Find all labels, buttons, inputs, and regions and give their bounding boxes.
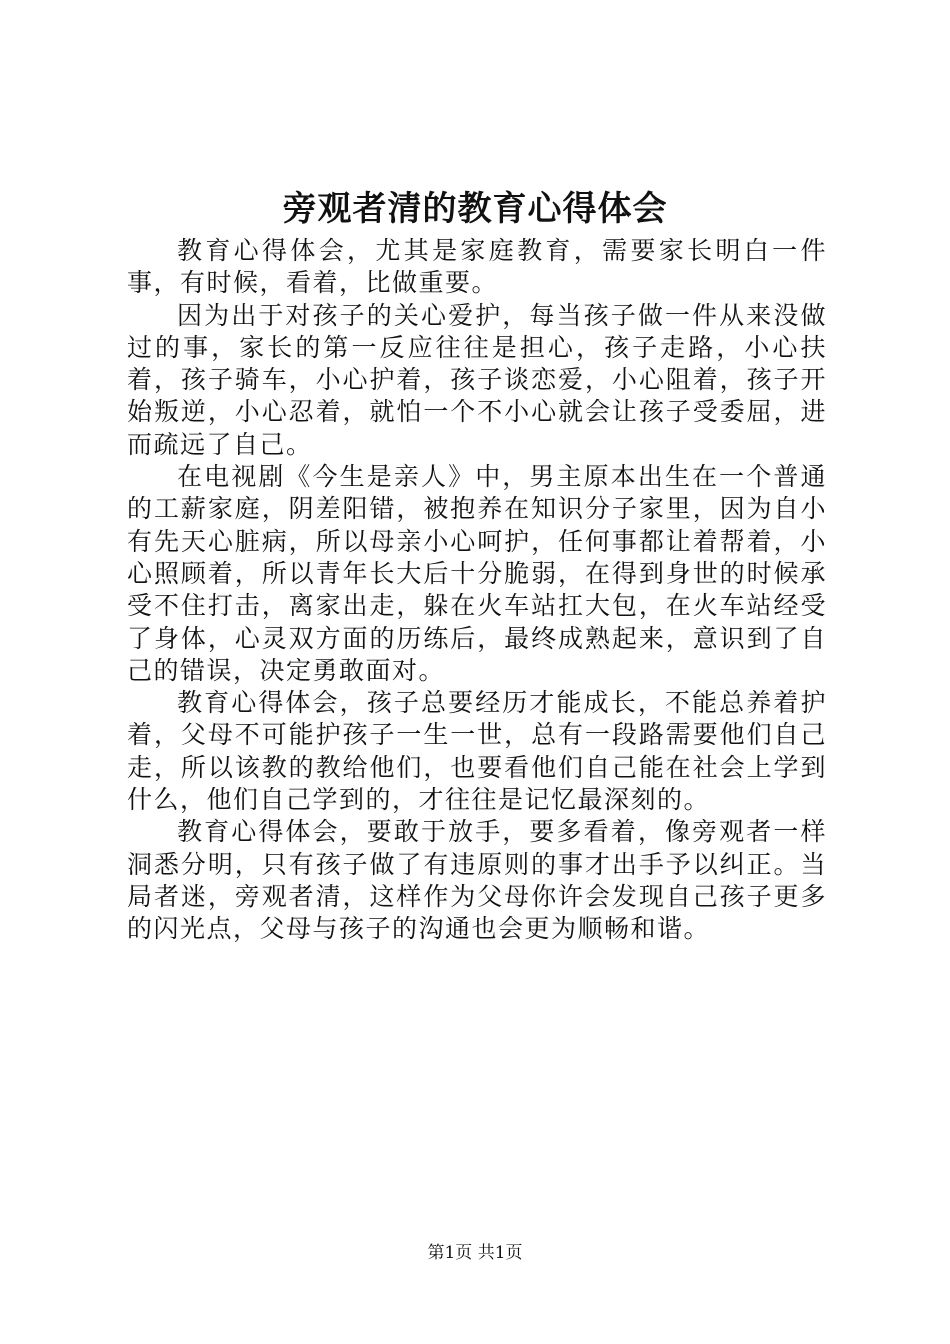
- page-footer: 第1页 共1页: [427, 1243, 523, 1263]
- paragraph-5: 教育心得体会，要敢于放手，要多看着，像旁观者一样洞悉分明，只有孩子做了有违原则的事才出手予以纠正。当局者迷，旁观者清，这样作为父母你许会发现自己孩子更多的闪光点，父母与孩子的沟通也会更为顺畅和谐。: [127, 817, 827, 944]
- paragraph-4: 教育心得体会，孩子总要经历才能成长，不能总养着护着，父母不可能护孩子一生一世，总有一段路需要他们自己走，所以该教的教给他们，也要看他们自己能在社会上学到什么，他们自己学到的，才往往是记忆最深刻的。: [127, 688, 827, 815]
- paragraph-1: 教育心得体会，尤其是家庭教育，需要家长明白一件事，有时候，看着，比做重要。: [127, 236, 827, 298]
- paragraph-2: 因为出于对孩子的关心爱护，每当孩子做一件从来没做过的事，家长的第一反应往往是担心，孩子走路，小心扶着，孩子骑车，小心护着，孩子谈恋爱，小心阻着，孩子开始叛逆，小心忍着，就怕一个不小心就会让孩子受委屈，进而疏远了自己。: [127, 300, 827, 459]
- document-title: 旁观者清的教育心得体会: [282, 189, 668, 229]
- paragraph-3: 在电视剧《今生是亲人》中，男主原本出生在一个普通的工薪家庭，阴差阳错，被抱养在知识分子家里，因为自小有先天心脏病，所以母亲小心呵护，任何事都让着帮着，小心照顾着，所以青年长大后十分脆弱，在得到身世的时候承受不住打击，离家出走，躲在火车站扛大包，在火车站经受了身体，心灵双方面的历练后，最终成熟起来，意识到了自己的错误，决定勇敢面对。: [127, 462, 827, 685]
- document-body: [127, 235, 827, 946]
